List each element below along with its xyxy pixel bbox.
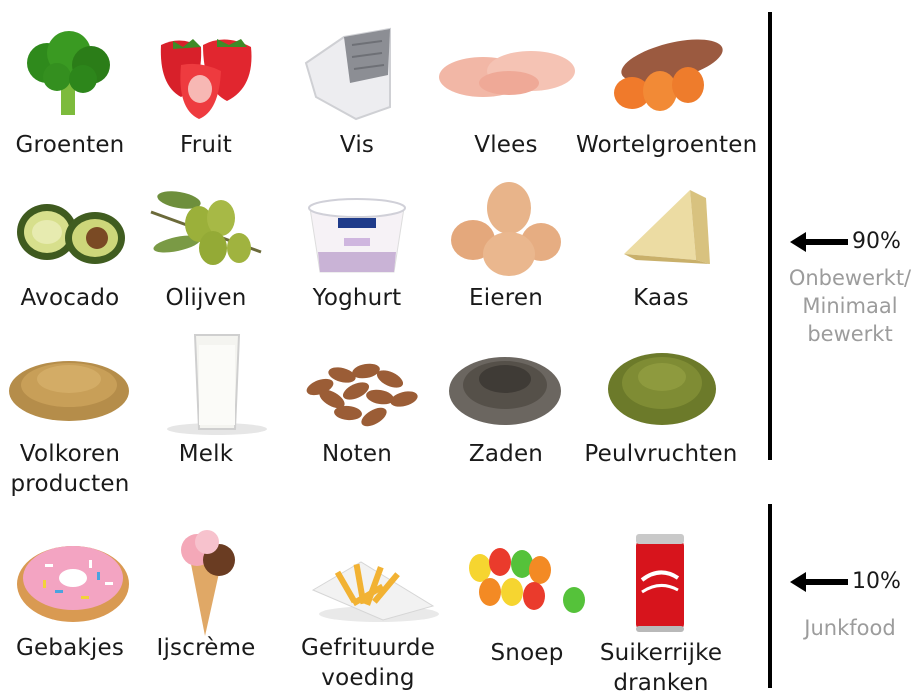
- label-gefrituurde: Gefrituurde voeding: [300, 635, 436, 691]
- milk-glass-icon: [121, 327, 291, 447]
- label-peulvruchten: Peulvruchten: [584, 441, 738, 467]
- label-zaden: Zaden: [468, 441, 544, 467]
- lentils-icon: [576, 327, 746, 447]
- label-fruit: Fruit: [180, 132, 232, 158]
- almonds-icon: [272, 327, 442, 447]
- label-vis: Vis: [339, 132, 375, 158]
- eggs-icon: [421, 168, 591, 288]
- label-yoghurt: Yoghurt: [312, 285, 402, 311]
- label-ijscreme: Ijscrème: [156, 635, 256, 661]
- sweet-potato-icon: [576, 15, 746, 135]
- label-gebakjes: Gebakjes: [15, 635, 125, 661]
- label-volkoren: Volkoren producten: [10, 441, 130, 497]
- arrow-left-icon: [790, 570, 850, 594]
- label-kaas: Kaas: [633, 285, 689, 311]
- ice-cream-cone-icon: [121, 520, 291, 640]
- chicken-breast-icon: [421, 15, 591, 135]
- label-olijven: Olijven: [165, 285, 247, 311]
- french-fries-icon: [283, 520, 453, 640]
- label-snoep: Snoep: [490, 640, 564, 666]
- arrow-left-icon: [790, 230, 850, 254]
- cheese-wedge-icon: [576, 168, 746, 288]
- divider-junk: [768, 504, 772, 688]
- divider-unprocessed: [768, 12, 772, 460]
- label-avocado: Avocado: [20, 285, 120, 311]
- label-groenten: Groenten: [15, 132, 125, 158]
- label-vlees: Vlees: [474, 132, 538, 158]
- percent-unprocessed: 90%: [852, 229, 901, 254]
- caption-unprocessed: Onbewerkt/ Minimaal bewerkt: [788, 266, 912, 346]
- label-noten: Noten: [321, 441, 393, 467]
- label-wortelgroenten: Wortelgroenten: [576, 132, 758, 158]
- cola-can-icon: [576, 520, 746, 640]
- label-melk: Melk: [178, 441, 234, 467]
- label-eieren: Eieren: [469, 285, 543, 311]
- fish-fillet-icon: [272, 15, 442, 135]
- yoghurt-cup-icon: [272, 168, 442, 288]
- label-suikerrijke: Suikerrijke dranken: [599, 640, 723, 696]
- olives-icon: [121, 168, 291, 288]
- seeds-icon: [421, 327, 591, 447]
- percent-junk: 10%: [852, 569, 901, 594]
- caption-junk: Junkfood: [804, 616, 896, 640]
- strawberry-icon: [121, 15, 291, 135]
